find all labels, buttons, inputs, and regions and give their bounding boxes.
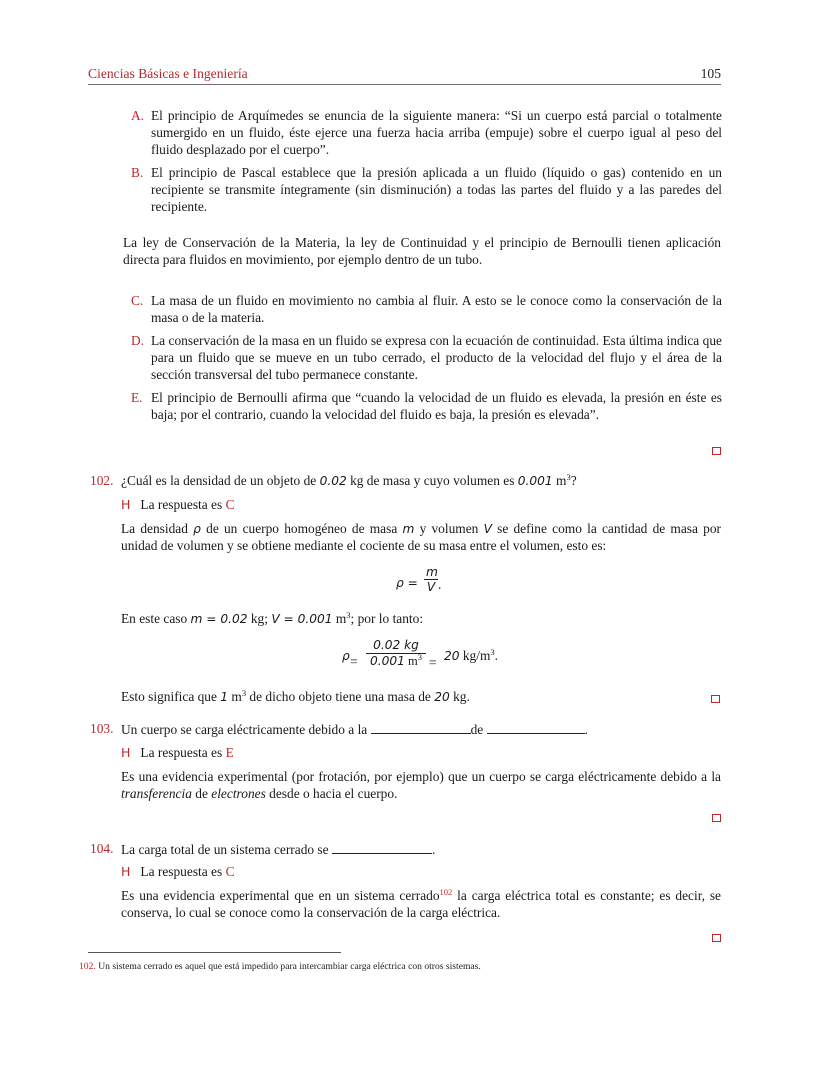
question-number: 104. <box>90 841 114 856</box>
question-103 <box>90 721 722 739</box>
item-text: El principio de Bernoulli afirma que “cuando la velocidad de un fluido es elevada, la presión en éste es baja; por el contrario, cuando la velocidad del fluido es baja, la presión es elevada”. <box>151 390 722 422</box>
item-label: D. <box>131 333 145 348</box>
answer-103 <box>121 745 234 762</box>
qed-square-icon <box>712 814 721 822</box>
answer-letter: C <box>225 497 235 512</box>
fill-blank <box>332 841 432 854</box>
hint-marker-icon: H <box>121 745 131 760</box>
item-text: El principio de Pascal establece que la presión aplicada a un fluido (líquido o gas) contenido en un recipiente se transmite íntegramente (sin disminución) a todas las partes del fluido y a las paredes del recipiente. <box>151 165 722 214</box>
item-text: El principio de Arquímedes se enuncia de la siguiente manera: “Si un cuerpo está parcial o totalmente sumergido en un fluido, éste ejerce una fuerza hacia arriba (empuje) sobre el cuerpo igual al peso del fluido desplazado por el cuerpo”. <box>151 108 722 157</box>
fill-blank <box>487 721 585 734</box>
footnote-reference[interactable]: 102 <box>439 887 453 897</box>
question-number: 103. <box>90 721 114 736</box>
answer-text: La respuesta es <box>140 864 226 879</box>
qed-square-icon <box>712 934 721 942</box>
item-label: C. <box>131 293 144 308</box>
conclusion-102: Esto significa que 1 $m^3$ de dicho objeto tiene una masa de 20 kg. <box>121 688 470 704</box>
list-item-e <box>131 390 722 424</box>
running-title: Ciencias Básicas e Ingeniería <box>88 66 248 81</box>
list-item-d <box>131 333 722 383</box>
question-text: La carga total de un sistema cerrado se . <box>121 842 436 857</box>
explanation-103: Es una evidencia experimental (por frotación, por ejemplo) que un cuerpo se carga eléctricamente debido a la transferencia de electrones desde o hacia el cuerpo. <box>121 769 721 801</box>
answer-text: La respuesta es <box>140 745 226 760</box>
page-number: 105 <box>700 66 721 81</box>
answer-letter: E <box>225 745 234 760</box>
answer-text: La respuesta es <box>140 497 226 512</box>
item-label: B. <box>131 165 144 180</box>
footnote <box>79 961 481 972</box>
intro-paragraph: La ley de Conservación de la Materia, la ley de Continuidad y el principio de Bernoulli tienen aplicación directa para fluidos en movimiento, por ejemplo dentro de un tubo. <box>123 235 721 267</box>
explanation-104: Es una evidencia experimental que en un sistema cerrado$^{102}$ la carga eléctrica total es constante; es decir, se conserva, lo cual se conoce como la conservación de la carga eléctrica. <box>121 887 721 920</box>
qed-square-icon <box>712 447 721 455</box>
answer-letter: C <box>225 864 235 879</box>
list-item-b <box>131 165 722 215</box>
question-104 <box>90 841 722 859</box>
hint-marker-icon: H <box>121 497 131 512</box>
hint-marker-icon: H <box>121 864 131 879</box>
answer-102 <box>121 497 235 514</box>
density-calculation: ρ = 0.02 kg 0.001 $m^3$ = 20 $kg/m^3$. <box>342 638 498 670</box>
item-text: La conservación de la masa en un fluido se expresa con la ecuación de continuidad. Esta última indica que para un fluido que se mueve en un tubo cerrado, el producto de la velocidad del flujo y el área de la sección transversal del tubo permanece constante. <box>151 333 722 382</box>
footnote-number: 102. <box>79 961 96 972</box>
case-values: En este caso m = 0.02 kg; V = 0.001 $m^3$; por lo tanto: <box>121 610 424 626</box>
question-102 <box>90 473 722 490</box>
page-header <box>88 66 721 85</box>
question-text: Un cuerpo se carga eléctricamente debido a la de . <box>121 722 588 737</box>
item-label: E. <box>131 390 143 405</box>
qed-square-icon <box>711 695 720 703</box>
list-item-c <box>131 293 722 327</box>
fill-blank <box>371 721 471 734</box>
question-text: ¿Cuál es la densidad de un objeto de 0.02 kg de masa y cuyo volumen es 0.001 $m^3$? <box>121 472 577 488</box>
explanation-102: La densidad ρ de un cuerpo homogéneo de masa m y volumen V se define como la cantidad de masa por unidad de volumen y se obtiene mediante el cociente de su masa entre el volumen, esto es: <box>121 521 721 553</box>
question-number: 102. <box>90 473 114 488</box>
answer-104 <box>121 864 235 881</box>
footnote-text: Un sistema cerrado es aquel que está impedido para intercambiar carga eléctrica con otros sistemas. <box>95 961 481 972</box>
list-item-a <box>131 108 722 158</box>
item-label: A. <box>131 108 145 123</box>
item-text: La masa de un fluido en movimiento no cambia al fluir. A esto se le conoce como la conservación de la masa o de la materia. <box>151 293 722 325</box>
footnote-rule <box>88 952 341 953</box>
